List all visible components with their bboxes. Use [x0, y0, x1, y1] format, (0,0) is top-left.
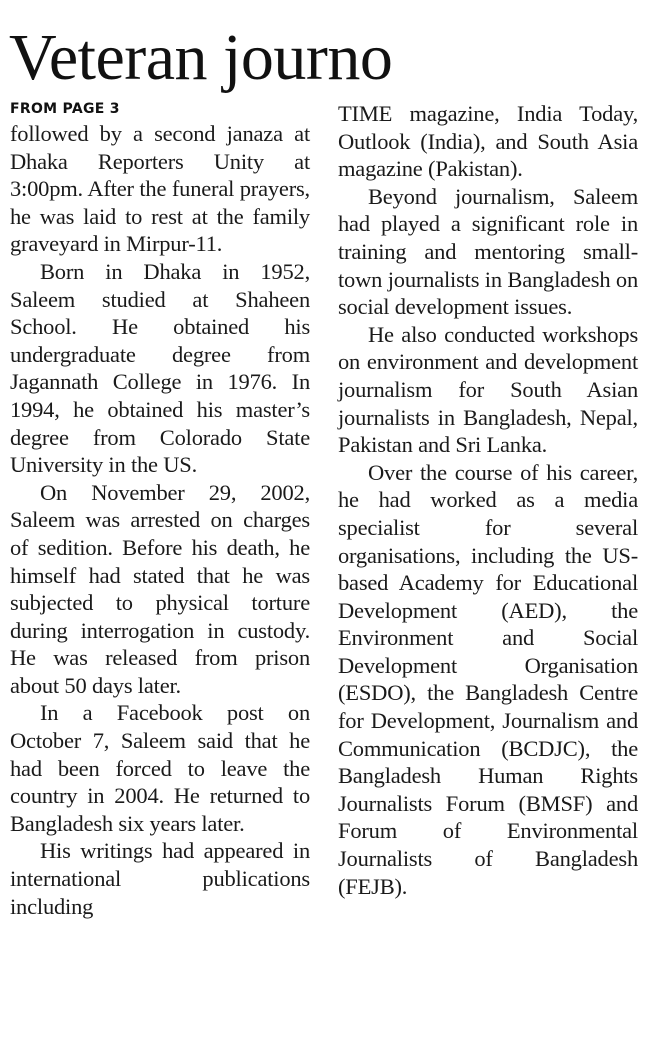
- article-column-left: [10, 100, 310, 920]
- article-paragraph: Born in Dhaka in 1952, Saleem studied at Shaheen School. He obtained his undergraduate degree from Jagannath College in 1976. In 1994, he obtained his master’s degree from Colorado State University in the US.: [10, 258, 310, 478]
- article-paragraph: His writings had appeared in international publications including: [10, 838, 310, 919]
- article-paragraph: On November 29, 2002, Saleem was arrested on charges of sedition. Before his death, he himself had stated that he was subjected to physical torture during interrogation in custody. He was released from prison about 50 days later.: [10, 479, 310, 698]
- article-paragraph: In a Facebook post on October 7, Saleem said that he had been forced to leave the country in 2004. He returned to Bangladesh six years later.: [10, 700, 310, 836]
- article-paragraph: Beyond journalism, Saleem had played a significant role in training and mentoring small-town journalists in Bangladesh on social development issues.: [338, 183, 638, 320]
- article-paragraph: He also conducted workshops on environment and development journalism for South Asian journalists in Bangladesh, Nepal, Pakistan and Sri Lanka.: [338, 321, 638, 458]
- headline: Veteran journo: [9, 21, 393, 94]
- article-column-right: [338, 100, 638, 900]
- article-paragraph: Over the course of his career, he had worked as a media specialist for several organisations, including the US-based Academy for Educational Development (AED), the Environment and Social Development Organisation (ESDO), the Bangladesh Centre for Development, Journalism and Communication (BCDJC), the Bangladesh Human Rights Journalists Forum (BMSF) and Forum of Environmental Journalists of Bangladesh (FEJB).: [338, 459, 638, 899]
- article-paragraph: followed by a second janaza at Dhaka Reporters Unity at 3:00pm. After the funeral prayers, he was laid to rest at the family graveyard in Mirpur-11.: [10, 121, 310, 257]
- jump-label: FROM PAGE 3: [10, 101, 120, 117]
- article-paragraph: TIME magazine, India Today, Outlook (India), and South Asia magazine (Pakistan).: [338, 101, 638, 182]
